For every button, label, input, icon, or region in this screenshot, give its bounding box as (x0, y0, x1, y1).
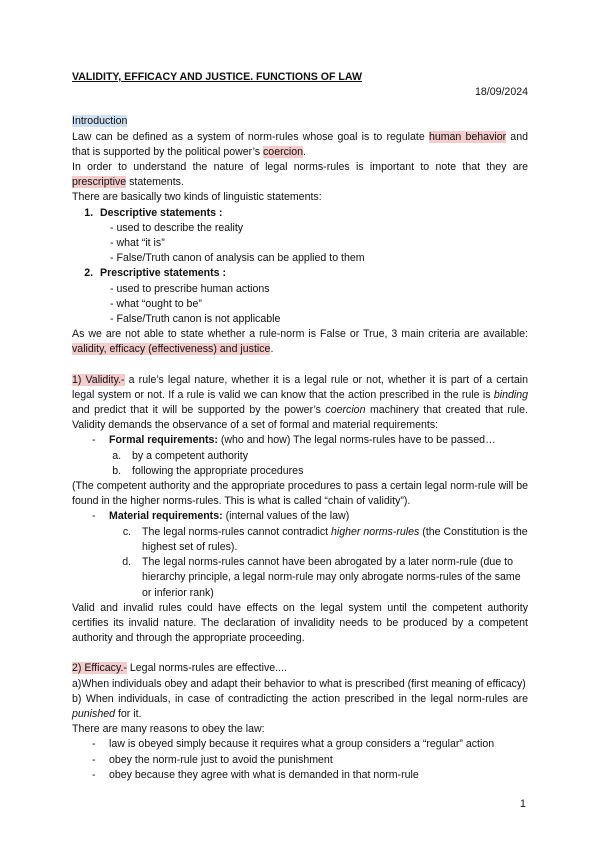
validity-closing: Valid and invalid rules could have effects on the legal system until the competent authority certifies its invalid nature. The declaration of invalidity needs to be produced by a competent authority and through the appropriate proceeding. (72, 601, 528, 645)
list-item: - Formal requirements: (who and how) The legal norms-rules have to be passed… (92, 433, 528, 448)
chain-of-validity-text: (The competent authority and the appropriate procedures to pass a certain legal norm-rule will be found in the higher norms-rules. This is what is called “chain of validity”). (72, 480, 528, 508)
formal-requirements-list (72, 433, 528, 448)
intro-paragraph-4: As we are not able to state whether a rule-norm is False or True, 3 main criteria are available: validity, efficacy (effectiveness) and justice. (72, 328, 528, 356)
reasons-list (72, 737, 528, 783)
list-item: - Material requirements: (internal values of the law) (92, 509, 528, 524)
intro-paragraph-3: There are basically two kinds of linguistic statements: (72, 191, 322, 204)
list-item: d. The legal norms-rules cannot have been abrogated by a later norm-rule (due to hierarchy principle, a legal norm-rule may only abrogate norms-rules of the same or inferior rank) (134, 555, 528, 601)
list-item: - obey because they agree with what is demanded in that norm-rule (92, 768, 528, 783)
list-item: 2. Prescriptive statements : - used to prescribe human actions - what “ought to be” - False/Truth canon is not applicable (96, 266, 528, 327)
efficacy-heading: 2) Efficacy.- (72, 662, 127, 675)
validity-heading: 1) Validity.- (72, 373, 125, 386)
validity-paragraph: 1) Validity.- a rule’s legal nature, whether it is a legal rule or not, whether it is part of a certain legal system or not. If a rule is valid we can know that the action prescribed in the rule is binding and predict that it will be supported by the power’s coercion machinery that created that rule. Validity demands the observance of a set of formal and material requirements: (72, 373, 528, 432)
list-item: a. by a competent authority (124, 449, 528, 464)
list-item: c. The legal norms-rules cannot contradict higher norms-rules (the Constitution is the highest set of rules). (134, 525, 528, 555)
list-item: - obey the norm-rule just to avoid the punishment (92, 753, 528, 768)
reasons-intro: There are many reasons to obey the law: (72, 723, 265, 736)
material-items-list (72, 525, 528, 601)
list-item: b. following the appropriate procedures (124, 464, 528, 479)
material-requirements-list (72, 509, 528, 524)
document-page (72, 70, 528, 783)
intro-paragraph-2: In order to understand the nature of legal norms-rules is important to note that they are prescriptive statements. (72, 161, 528, 189)
document-title: VALIDITY, EFFICACY AND JUSTICE. FUNCTIONS OF LAW (72, 71, 362, 83)
intro-heading: Introduction (72, 115, 128, 128)
efficacy-a: a)When individuals obey and adapt their behavior to what is prescribed (first meaning of efficacy) (72, 677, 526, 690)
document-date: 18/09/2024 (474, 86, 528, 99)
efficacy-paragraph: 2) Efficacy.- Legal norms-rules are effective.... (72, 662, 287, 675)
formal-items-list (72, 449, 528, 479)
intro-paragraph-1: Law can be defined as a system of norm-rules whose goal is to regulate human behavior and that is supported by the political power’s coercion. (72, 130, 528, 158)
efficacy-b: b) When individuals, in case of contradicting the action prescribed in the legal norm-rules are punished for it. (72, 692, 528, 720)
page-number: 1 (520, 798, 526, 810)
list-item: - law is obeyed simply because it requires what a group considers a “regular” action (92, 737, 528, 752)
statement-kinds-list (72, 206, 528, 328)
list-item: 1. Descriptive statements : - used to describe the reality - what “it is” - False/Truth canon of analysis can be applied to them (96, 206, 528, 267)
